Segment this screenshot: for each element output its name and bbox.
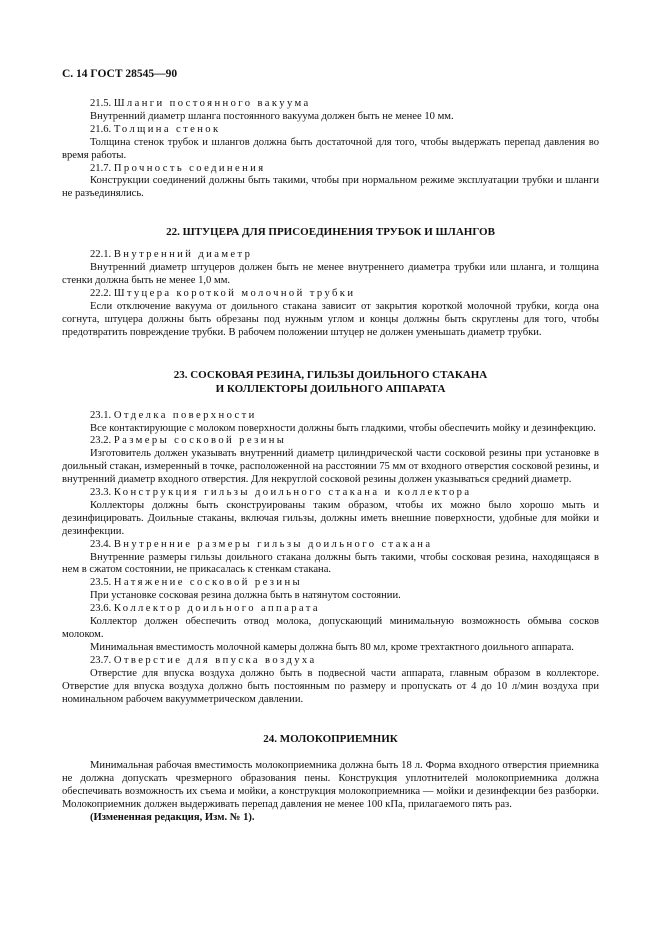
clause-22-1-text: Внутренний диаметр штуцеров должен быть не менее внутреннего диаметра трубки или шланга, и толщина стенки должна быть не менее 1,0 мм.: [62, 262, 599, 287]
clause-21-7-title: 21.7. Прочность соединения: [90, 162, 266, 174]
clause-21-5-title: 21.5. Шланги постоянного вакуума: [90, 98, 311, 109]
clause-23-2-text: Изготовитель должен указывать внутренний диаметр цилиндрической части сосковой резины при установке в доильный стакан, измеренный в точке, расположенной на расстоянии 75 мм от входного отверстия сосковой резины, и внутренний диаметр входного отверстия. Для некруглой сосковой резины должен указываться средний диаметр.: [62, 448, 599, 486]
clause-23-4-title: 23.4. Внутренние размеры гильзы доильного стакана: [90, 538, 433, 550]
clause-23-6-text: Коллектор должен обеспечить отвод молока, допускающий минимальную возможность обмыва сосков молоком.: [62, 616, 599, 640]
clause-23-1-text: Все контактирующие с молоком поверхности должны быть гладкими, чтобы обеспечить мойку и дезинфекцию.: [90, 422, 596, 434]
section-24-text: Минимальная рабочая вместимость молокоприемника должна быть 18 л. Форма входного отверстия приемника не должна допускать чрезмерного образования пены. Конструкция уплотнителей молокоприемника должна обеспечивать возможность их съема и мойки, а конструкция молокоприемника — мойки и дезинфекции без разборки. Молокоприемник должен выдерживать перепад давления не менее 100 кПа, прилагаемого пять раз.: [62, 760, 599, 811]
clause-21-6-text: Толщина стенок трубок и шлангов должна быть достаточной для того, чтобы выдержать перепад давления во время работы.: [62, 136, 599, 161]
clause-23-3-text: Коллекторы должны быть сконструированы таким образом, чтобы их можно было хорошо мыть и дезинфицировать. Доильные стаканы, включая гильзы, должны иметь внешние поверхности, удобные для мойки и дезинфекции.: [62, 499, 599, 537]
clause-23-1-title: 23.1. Отделка поверхности: [90, 409, 257, 421]
clause-23-7-title: 23.7. Отверстие для впуска воздуха: [90, 654, 317, 666]
clause-22-2-text: Если отключение вакуума от доильного стакана зависит от закрытия короткой молочной трубки, когда она согнута, штуцера должны быть обрезаны под нужным углом и концы должны быть скруглены для того, чтобы предотвратить повреждение трубки. В рабочем положении штуцер не должен уменьшать диаметр трубки.: [62, 300, 599, 338]
clause-23-2-title: 23.2. Размеры сосковой резины: [90, 435, 287, 447]
section-22-heading: 22. ШТУЦЕРА ДЛЯ ПРИСОЕДИНЕНИЯ ТРУБОК И ШЛАНГОВ: [166, 226, 495, 239]
clause-23-6-title: 23.6. Коллектор доильного аппарата: [90, 603, 321, 615]
clause-23-4-text: Внутренние размеры гильзы доильного стакана должны быть такими, чтобы сосковая резина, находящаяся в нем в сжатом состоянии, не прикасалась к стенкам стакана.: [62, 551, 599, 576]
clause-22-2-title: 22.2. Штуцера короткой молочной трубки: [90, 287, 356, 299]
clause-21-6-title: 21.6. Толщина стенок: [90, 123, 221, 135]
clause-21-7-text: Конструкции соединений должны быть такими, чтобы при нормальном режиме эксплуатации трубки и шланги не разъединялись.: [62, 175, 599, 200]
clause-23-7-text: Отверстие для впуска воздуха должно быть в подвесной части аппарата, главным образом в коллекторе. Отверстие для впуска воздуха должно быть постоянным по размеру и пропускать от 4 до 10 л/мин воздуха при номинальном рабочем вакуумметрическом давлении.: [62, 667, 599, 705]
page-header: С. 14 ГОСТ 28545—90: [62, 68, 178, 80]
clause-23-3-title: 23.3. Конструкция гильзы доильного стакана и коллектора: [90, 487, 472, 499]
clause-21-5-text: Внутренний диаметр шланга постоянного вакуума должен быть не менее 10 мм.: [90, 110, 454, 122]
clause-23-5-text: При установке сосковая резина должна быть в натянутом состоянии.: [90, 590, 401, 602]
clause-22-1-title: 22.1. Внутренний диаметр: [90, 249, 253, 261]
clause-23-6-text-2: Минимальная вместимость молочной камеры должна быть 80 мл, кроме трехтактного доильного аппарата.: [90, 641, 574, 653]
clause-23-5-title: 23.5. Натяжение сосковой резины: [90, 577, 303, 589]
amendment-note: (Измененная редакция, Изм. № 1).: [90, 812, 255, 824]
section-23-heading: 23. СОСКОВАЯ РЕЗИНА, ГИЛЬЗЫ ДОИЛЬНОГО СТАКАНА И КОЛЛЕКТОРЫ ДОИЛЬНОГО АППАРАТА: [173, 368, 488, 395]
section-24-heading: 24. МОЛОКОПРИЕМНИК: [263, 733, 398, 746]
